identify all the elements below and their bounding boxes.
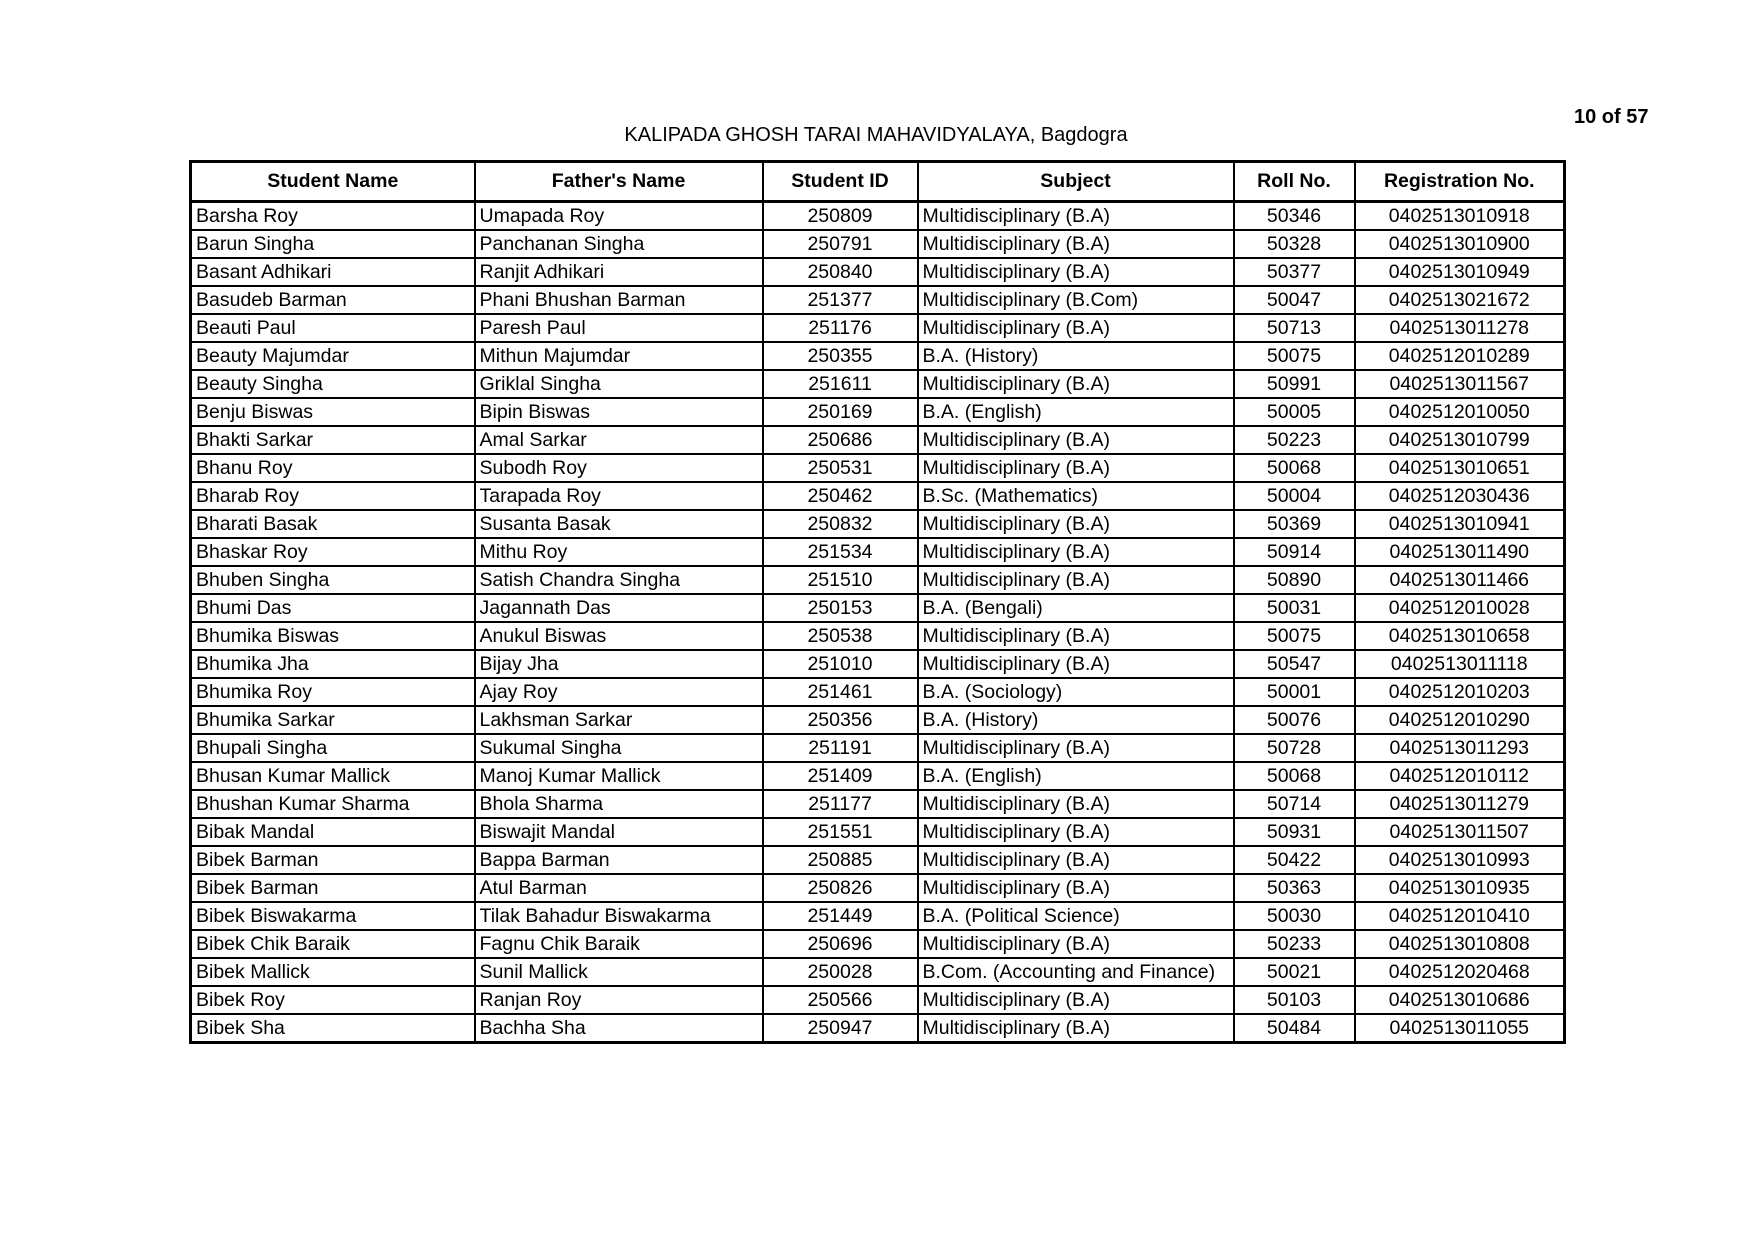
student-id-cell: 250531 [763, 454, 918, 482]
student-name-cell: Basant Adhikari [191, 258, 475, 286]
roll-no-cell: 50233 [1234, 930, 1355, 958]
table-row [191, 818, 1565, 846]
registration-no-cell: 0402513021672 [1355, 286, 1565, 314]
header-student-name: Student Name [191, 162, 475, 202]
registration-no-cell: 0402512010410 [1355, 902, 1565, 930]
roll-no-cell: 50547 [1234, 650, 1355, 678]
table-row [191, 902, 1565, 930]
student-name-cell: Barun Singha [191, 230, 475, 258]
student-id-cell: 250696 [763, 930, 918, 958]
fathers-name-cell: Ranjan Roy [475, 986, 763, 1014]
student-name-cell: Bhumika Jha [191, 650, 475, 678]
registration-no-cell: 0402512010290 [1355, 706, 1565, 734]
student-id-cell: 250809 [763, 202, 918, 231]
header-registration-no: Registration No. [1355, 162, 1565, 202]
table-row [191, 538, 1565, 566]
fathers-name-cell: Susanta Basak [475, 510, 763, 538]
table-row [191, 370, 1565, 398]
table-row [191, 230, 1565, 258]
student-id-cell: 251177 [763, 790, 918, 818]
subject-cell: B.A. (Sociology) [918, 678, 1234, 706]
fathers-name-cell: Mithu Roy [475, 538, 763, 566]
table-row [191, 678, 1565, 706]
document-title: KALIPADA GHOSH TARAI MAHAVIDYALAYA, Bagdogra [624, 124, 1128, 146]
subject-cell: Multidisciplinary (B.A) [918, 930, 1234, 958]
student-id-cell: 250153 [763, 594, 918, 622]
table-row [191, 958, 1565, 986]
student-name-cell: Bhumika Biswas [191, 622, 475, 650]
roll-no-cell: 50223 [1234, 426, 1355, 454]
fathers-name-cell: Biswajit Mandal [475, 818, 763, 846]
registration-no-cell: 0402513010686 [1355, 986, 1565, 1014]
table-row [191, 426, 1565, 454]
fathers-name-cell: Anukul Biswas [475, 622, 763, 650]
fathers-name-cell: Bipin Biswas [475, 398, 763, 426]
registration-no-cell: 0402512010050 [1355, 398, 1565, 426]
table-row [191, 930, 1565, 958]
table-row [191, 706, 1565, 734]
registration-no-cell: 0402513011118 [1355, 650, 1565, 678]
header-fathers-name: Father's Name [475, 162, 763, 202]
registration-no-cell: 0402513010949 [1355, 258, 1565, 286]
subject-cell: Multidisciplinary (B.A) [918, 314, 1234, 342]
roll-no-cell: 50377 [1234, 258, 1355, 286]
roll-no-cell: 50021 [1234, 958, 1355, 986]
student-id-cell: 250840 [763, 258, 918, 286]
roll-no-cell: 50713 [1234, 314, 1355, 342]
student-name-cell: Barsha Roy [191, 202, 475, 231]
registration-no-cell: 0402512010028 [1355, 594, 1565, 622]
student-id-cell: 251176 [763, 314, 918, 342]
roll-no-cell: 50484 [1234, 1014, 1355, 1043]
registration-no-cell: 0402513010658 [1355, 622, 1565, 650]
subject-cell: Multidisciplinary (B.A) [918, 510, 1234, 538]
student-name-cell: Bibek Roy [191, 986, 475, 1014]
student-id-cell: 251449 [763, 902, 918, 930]
roll-no-cell: 50369 [1234, 510, 1355, 538]
student-id-cell: 250885 [763, 846, 918, 874]
table-row [191, 566, 1565, 594]
table-row [191, 510, 1565, 538]
roll-no-cell: 50005 [1234, 398, 1355, 426]
student-name-cell: Bibek Barman [191, 846, 475, 874]
roll-no-cell: 50931 [1234, 818, 1355, 846]
student-name-cell: Bharab Roy [191, 482, 475, 510]
student-id-cell: 250826 [763, 874, 918, 902]
student-id-cell: 251409 [763, 762, 918, 790]
fathers-name-cell: Tarapada Roy [475, 482, 763, 510]
student-id-cell: 251551 [763, 818, 918, 846]
table-row [191, 650, 1565, 678]
student-id-cell: 250832 [763, 510, 918, 538]
roll-no-cell: 50991 [1234, 370, 1355, 398]
registration-no-cell: 0402513011279 [1355, 790, 1565, 818]
table-row [191, 202, 1565, 231]
subject-cell: Multidisciplinary (B.A) [918, 734, 1234, 762]
student-name-cell: Bibek Chik Baraik [191, 930, 475, 958]
fathers-name-cell: Manoj Kumar Mallick [475, 762, 763, 790]
student-id-cell: 251534 [763, 538, 918, 566]
student-name-cell: Bibek Biswakarma [191, 902, 475, 930]
roll-no-cell: 50075 [1234, 342, 1355, 370]
table-row [191, 342, 1565, 370]
registration-no-cell: 0402513011466 [1355, 566, 1565, 594]
table-row [191, 622, 1565, 650]
subject-cell: Multidisciplinary (B.A) [918, 230, 1234, 258]
subject-cell: Multidisciplinary (B.A) [918, 818, 1234, 846]
table-row [191, 314, 1565, 342]
table-body [191, 202, 1565, 1043]
table-row [191, 734, 1565, 762]
subject-cell: Multidisciplinary (B.Com) [918, 286, 1234, 314]
registration-no-cell: 0402513010918 [1355, 202, 1565, 231]
student-name-cell: Bhumi Das [191, 594, 475, 622]
subject-cell: B.A. (History) [918, 342, 1234, 370]
roll-no-cell: 50031 [1234, 594, 1355, 622]
table-row [191, 398, 1565, 426]
table-row [191, 790, 1565, 818]
registration-no-cell: 0402513011293 [1355, 734, 1565, 762]
roll-no-cell: 50001 [1234, 678, 1355, 706]
student-id-cell: 250791 [763, 230, 918, 258]
registration-no-cell: 0402513010799 [1355, 426, 1565, 454]
roll-no-cell: 50422 [1234, 846, 1355, 874]
student-name-cell: Benju Biswas [191, 398, 475, 426]
header-student-id: Student ID [763, 162, 918, 202]
fathers-name-cell: Jagannath Das [475, 594, 763, 622]
subject-cell: B.A. (Bengali) [918, 594, 1234, 622]
table-row [191, 258, 1565, 286]
registration-no-cell: 0402513011055 [1355, 1014, 1565, 1043]
fathers-name-cell: Atul Barman [475, 874, 763, 902]
student-id-cell: 251377 [763, 286, 918, 314]
roll-no-cell: 50047 [1234, 286, 1355, 314]
subject-cell: Multidisciplinary (B.A) [918, 454, 1234, 482]
registration-no-cell: 0402513010941 [1355, 510, 1565, 538]
registration-no-cell: 0402513011567 [1355, 370, 1565, 398]
student-id-cell: 251461 [763, 678, 918, 706]
student-name-cell: Beauti Paul [191, 314, 475, 342]
student-id-cell: 250028 [763, 958, 918, 986]
student-name-cell: Bibek Mallick [191, 958, 475, 986]
roll-no-cell: 50030 [1234, 902, 1355, 930]
subject-cell: B.A. (English) [918, 398, 1234, 426]
roll-no-cell: 50728 [1234, 734, 1355, 762]
roll-no-cell: 50328 [1234, 230, 1355, 258]
roll-no-cell: 50346 [1234, 202, 1355, 231]
roll-no-cell: 50004 [1234, 482, 1355, 510]
student-id-cell: 251191 [763, 734, 918, 762]
student-id-cell: 251510 [763, 566, 918, 594]
fathers-name-cell: Ajay Roy [475, 678, 763, 706]
fathers-name-cell: Satish Chandra Singha [475, 566, 763, 594]
table-row [191, 594, 1565, 622]
student-id-cell: 250566 [763, 986, 918, 1014]
roll-no-cell: 50363 [1234, 874, 1355, 902]
student-id-cell: 250947 [763, 1014, 918, 1043]
registration-no-cell: 0402513010900 [1355, 230, 1565, 258]
table-row [191, 286, 1565, 314]
fathers-name-cell: Ranjit Adhikari [475, 258, 763, 286]
subject-cell: B.A. (History) [918, 706, 1234, 734]
student-id-cell: 251010 [763, 650, 918, 678]
table-row [191, 762, 1565, 790]
table-row [191, 1014, 1565, 1043]
student-name-cell: Bhushan Kumar Sharma [191, 790, 475, 818]
table-row [191, 454, 1565, 482]
table-row [191, 482, 1565, 510]
student-name-cell: Bhumika Roy [191, 678, 475, 706]
table-row [191, 846, 1565, 874]
roll-no-cell: 50076 [1234, 706, 1355, 734]
student-name-cell: Bhakti Sarkar [191, 426, 475, 454]
student-id-cell: 250355 [763, 342, 918, 370]
registration-no-cell: 0402513010935 [1355, 874, 1565, 902]
header-roll-no: Roll No. [1234, 162, 1355, 202]
roll-no-cell: 50714 [1234, 790, 1355, 818]
student-name-cell: Bibek Sha [191, 1014, 475, 1043]
subject-cell: Multidisciplinary (B.A) [918, 846, 1234, 874]
roll-no-cell: 50068 [1234, 762, 1355, 790]
fathers-name-cell: Griklal Singha [475, 370, 763, 398]
registration-no-cell: 0402513010651 [1355, 454, 1565, 482]
student-id-cell: 250462 [763, 482, 918, 510]
registration-no-cell: 0402512010112 [1355, 762, 1565, 790]
fathers-name-cell: Lakhsman Sarkar [475, 706, 763, 734]
student-id-cell: 250686 [763, 426, 918, 454]
fathers-name-cell: Phani Bhushan Barman [475, 286, 763, 314]
subject-cell: Multidisciplinary (B.A) [918, 622, 1234, 650]
registration-no-cell: 0402513011490 [1355, 538, 1565, 566]
fathers-name-cell: Umapada Roy [475, 202, 763, 231]
student-id-cell: 250169 [763, 398, 918, 426]
subject-cell: Multidisciplinary (B.A) [918, 650, 1234, 678]
fathers-name-cell: Sunil Mallick [475, 958, 763, 986]
student-name-cell: Basudeb Barman [191, 286, 475, 314]
fathers-name-cell: Mithun Majumdar [475, 342, 763, 370]
roll-no-cell: 50068 [1234, 454, 1355, 482]
subject-cell: Multidisciplinary (B.A) [918, 986, 1234, 1014]
registration-no-cell: 0402512030436 [1355, 482, 1565, 510]
registration-no-cell: 0402513011507 [1355, 818, 1565, 846]
subject-cell: Multidisciplinary (B.A) [918, 202, 1234, 231]
subject-cell: Multidisciplinary (B.A) [918, 566, 1234, 594]
subject-cell: Multidisciplinary (B.A) [918, 258, 1234, 286]
student-name-cell: Bibek Barman [191, 874, 475, 902]
subject-cell: Multidisciplinary (B.A) [918, 426, 1234, 454]
student-name-cell: Bhanu Roy [191, 454, 475, 482]
subject-cell: Multidisciplinary (B.A) [918, 790, 1234, 818]
page-number: 10 of 57 [1574, 106, 1649, 128]
fathers-name-cell: Subodh Roy [475, 454, 763, 482]
student-id-cell: 251611 [763, 370, 918, 398]
subject-cell: B.Sc. (Mathematics) [918, 482, 1234, 510]
student-roster-table [189, 160, 1566, 1044]
roll-no-cell: 50890 [1234, 566, 1355, 594]
subject-cell: Multidisciplinary (B.A) [918, 370, 1234, 398]
fathers-name-cell: Fagnu Chik Baraik [475, 930, 763, 958]
registration-no-cell: 0402512020468 [1355, 958, 1565, 986]
subject-cell: Multidisciplinary (B.A) [918, 1014, 1234, 1043]
table-row [191, 986, 1565, 1014]
subject-cell: Multidisciplinary (B.A) [918, 538, 1234, 566]
fathers-name-cell: Bappa Barman [475, 846, 763, 874]
roll-no-cell: 50103 [1234, 986, 1355, 1014]
subject-cell: Multidisciplinary (B.A) [918, 874, 1234, 902]
fathers-name-cell: Panchanan Singha [475, 230, 763, 258]
fathers-name-cell: Bachha Sha [475, 1014, 763, 1043]
header-subject: Subject [918, 162, 1234, 202]
registration-no-cell: 0402512010289 [1355, 342, 1565, 370]
fathers-name-cell: Bijay Jha [475, 650, 763, 678]
subject-cell: B.A. (Political Science) [918, 902, 1234, 930]
roll-no-cell: 50914 [1234, 538, 1355, 566]
header-row [191, 162, 1565, 202]
student-name-cell: Bharati Basak [191, 510, 475, 538]
fathers-name-cell: Sukumal Singha [475, 734, 763, 762]
table-row [191, 874, 1565, 902]
fathers-name-cell: Tilak Bahadur Biswakarma [475, 902, 763, 930]
fathers-name-cell: Bhola Sharma [475, 790, 763, 818]
registration-no-cell: 0402513010993 [1355, 846, 1565, 874]
registration-no-cell: 0402513011278 [1355, 314, 1565, 342]
registration-no-cell: 0402512010203 [1355, 678, 1565, 706]
student-name-cell: Beauty Majumdar [191, 342, 475, 370]
student-name-cell: Bhaskar Roy [191, 538, 475, 566]
registration-no-cell: 0402513010808 [1355, 930, 1565, 958]
student-id-cell: 250356 [763, 706, 918, 734]
student-name-cell: Bhupali Singha [191, 734, 475, 762]
student-name-cell: Bhumika Sarkar [191, 706, 475, 734]
student-name-cell: Bhusan Kumar Mallick [191, 762, 475, 790]
student-id-cell: 250538 [763, 622, 918, 650]
subject-cell: B.Com. (Accounting and Finance) [918, 958, 1234, 986]
student-name-cell: Bhuben Singha [191, 566, 475, 594]
student-name-cell: Beauty Singha [191, 370, 475, 398]
roll-no-cell: 50075 [1234, 622, 1355, 650]
fathers-name-cell: Amal Sarkar [475, 426, 763, 454]
fathers-name-cell: Paresh Paul [475, 314, 763, 342]
subject-cell: B.A. (English) [918, 762, 1234, 790]
student-name-cell: Bibak Mandal [191, 818, 475, 846]
